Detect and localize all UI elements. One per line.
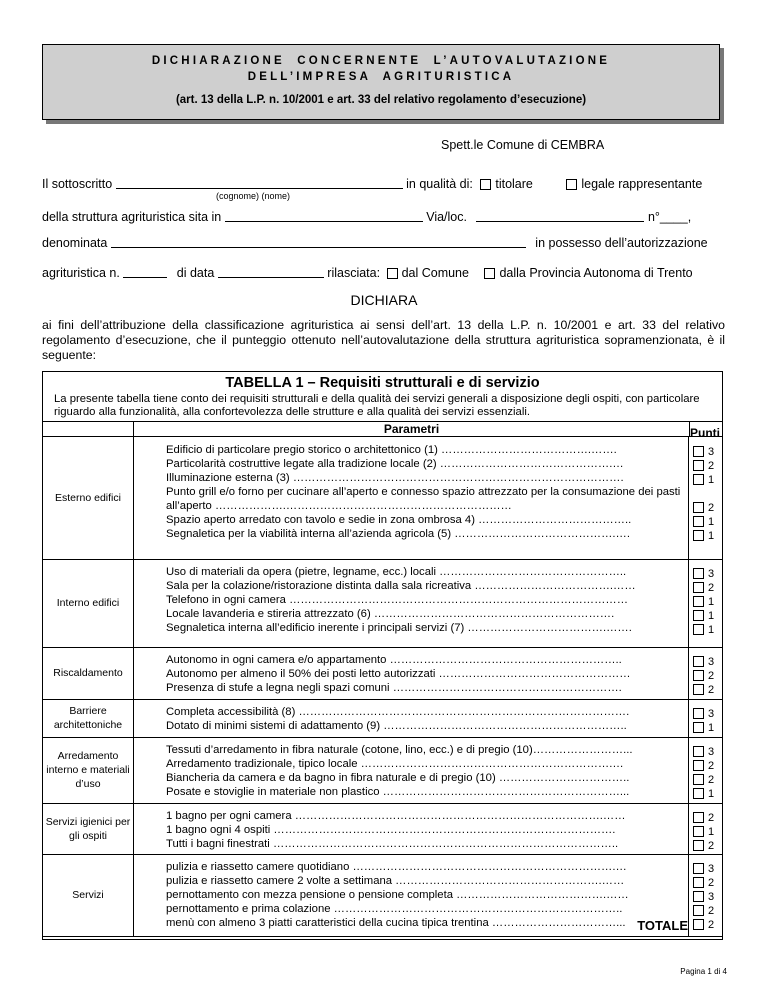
points-option <box>693 473 714 487</box>
points-value: 1 <box>708 610 715 622</box>
struttura-field[interactable] <box>225 221 423 222</box>
points-checkbox[interactable] <box>693 877 704 888</box>
points-checkbox[interactable] <box>693 624 704 635</box>
points-value: 1 <box>708 788 715 800</box>
table-row <box>43 559 722 648</box>
parameter-text: menù con almeno 3 piatti caratteristici della cucina tipica trentina ……………………………... <box>166 917 626 929</box>
points-option <box>693 655 714 669</box>
points-value: 3 <box>708 863 715 875</box>
points-value: 3 <box>708 746 715 758</box>
parameters-cell <box>133 647 689 699</box>
points-cell <box>688 737 722 803</box>
points-value: 2 <box>708 919 715 931</box>
parameter-text: pulizia e riassetto camere quotidiano …………………………………………………………….… <box>166 861 627 873</box>
table-row <box>43 699 722 738</box>
data-field[interactable] <box>218 277 324 278</box>
parameter-item <box>137 902 685 916</box>
points-value: 2 <box>708 812 715 824</box>
points-checkbox[interactable] <box>693 760 704 771</box>
provincia-label: dalla Provincia Autonoma di Trento <box>499 266 693 280</box>
parameter-text: Dotato di minimi sistemi di adattamento (9) ……………………………………………………….. <box>166 720 627 732</box>
parameter-item <box>137 681 685 695</box>
parameter-item <box>137 527 685 541</box>
parameters-cell <box>133 437 689 559</box>
points-checkbox[interactable] <box>693 670 704 681</box>
parameters-cell <box>133 737 689 803</box>
punti-header: Punti <box>690 426 720 440</box>
points-value: 1 <box>708 826 715 838</box>
name-field[interactable] <box>116 188 403 189</box>
parameter-item <box>137 823 685 837</box>
titolare-label: titolare <box>495 177 533 191</box>
points-option <box>693 515 714 529</box>
points-checkbox[interactable] <box>693 840 704 851</box>
points-option <box>693 529 714 543</box>
points-option <box>693 745 714 759</box>
sottoscritto-label: Il sottoscritto <box>42 177 113 191</box>
dichiara-heading: DICHIARA <box>350 292 418 308</box>
header-title-line2: DELL’IMPRESA AGRITURISTICA <box>247 71 515 83</box>
addressee: Spett.le Comune di CEMBRA <box>441 138 605 152</box>
parameter-item <box>137 653 685 667</box>
table-row <box>43 803 722 855</box>
table-header-row <box>43 422 722 440</box>
points-option <box>693 904 714 918</box>
points-option <box>693 876 714 890</box>
points-option <box>693 825 714 839</box>
points-checkbox[interactable] <box>693 530 704 541</box>
parameter-text: Biancheria da camera e da bagno in fibra naturale e di pregio (10) …………………………….. <box>166 772 630 784</box>
numero-field[interactable]: ____, <box>659 210 692 224</box>
name-hint: (cognome) (nome) <box>216 191 291 201</box>
parameter-text: Spazio aperto arredato con tavolo e sedie in zona ombrosa 4) ………………………………….. <box>166 514 632 526</box>
table-row <box>43 437 722 560</box>
comune-checkbox[interactable] <box>387 268 398 279</box>
points-option <box>693 759 714 773</box>
form-line-struttura <box>42 210 691 224</box>
points-value: 2 <box>708 684 715 696</box>
points-checkbox[interactable] <box>693 708 704 719</box>
via-field[interactable] <box>476 221 644 222</box>
parameter-text: Locale lavanderia e stireria attrezzato (6) ………………………………………………………. <box>166 608 615 620</box>
points-value: 1 <box>708 596 715 608</box>
parameter-item <box>137 593 685 607</box>
points-value: 2 <box>708 840 715 852</box>
points-checkbox[interactable] <box>693 774 704 785</box>
table-description: La presente tabella tiene conto dei requisiti strutturali e della qualità dei servizi generali a disposizione degli ospiti, con particolare riguardo alla funzionalità, alla confortevolezza delle strutture e alla qualità dei servizi essenziali. <box>54 393 700 418</box>
rilasciata-label: rilasciata: <box>327 266 381 280</box>
parameter-item <box>137 771 685 785</box>
points-option <box>693 595 714 609</box>
points-checkbox[interactable] <box>693 474 704 485</box>
parameter-item <box>137 457 685 471</box>
points-option <box>693 839 714 853</box>
titolare-checkbox[interactable] <box>480 179 491 190</box>
points-option <box>693 459 714 473</box>
via-label: Via/loc. <box>426 210 467 224</box>
parameter-item <box>137 837 685 851</box>
points-cell <box>688 699 722 737</box>
comune-label: dal Comune <box>401 266 469 280</box>
category-label: Esterno edifici <box>43 437 134 559</box>
points-checkbox[interactable] <box>693 460 704 471</box>
points-option <box>693 445 714 459</box>
points-value: 2 <box>708 760 715 772</box>
points-option <box>693 501 714 515</box>
points-option <box>693 890 714 904</box>
table-row <box>43 647 722 700</box>
points-value: 3 <box>708 446 715 458</box>
parameter-text: Telefono in ogni camera ……………………………………………………………………………… <box>166 594 628 606</box>
points-value: 3 <box>708 656 715 668</box>
denominata-field[interactable] <box>111 247 526 248</box>
form-line-denominata <box>42 236 708 250</box>
points-option <box>693 918 714 932</box>
form-line-sottoscritto <box>42 177 702 191</box>
parameter-text: Punto grill e/o forno per cucinare all’aperto e connesso spazio attrezzato per la consumazione dei pasti all’aperto ……………….…………………………………………………… <box>166 486 681 512</box>
parameter-item <box>137 443 685 457</box>
points-value: 2 <box>708 582 715 594</box>
points-value: 1 <box>708 624 715 636</box>
points-checkbox[interactable] <box>693 919 704 930</box>
points-checkbox[interactable] <box>693 568 704 579</box>
parameter-text: Tessuti d’arredamento in fibra naturale (cotone, lino, ecc.) e di pregio (10)……………………... <box>166 744 633 756</box>
parameter-item <box>137 705 685 719</box>
parameter-item <box>137 809 685 823</box>
points-value: 3 <box>708 891 715 903</box>
parameter-item <box>137 513 685 527</box>
points-option <box>693 683 714 697</box>
category-label: Barriere architettoniche <box>43 699 134 737</box>
parameter-item <box>137 874 685 888</box>
parameter-item <box>137 860 685 874</box>
parameter-text: Uso di materiali da opera (pietre, legname, ecc.) locali ………………………………………….. <box>166 566 627 578</box>
parameter-text: Edificio di particolare pregio storico o architettonico (1) ………………………………….……. <box>166 444 617 456</box>
points-value: 2 <box>708 460 715 472</box>
points-checkbox[interactable] <box>693 812 704 823</box>
points-checkbox[interactable] <box>693 656 704 667</box>
parameter-text: Sala per la colazione/ristorazione distinta dalla sala ricreativa ……………………………….…… <box>166 580 636 592</box>
points-option <box>693 721 714 735</box>
legale-label: legale rappresentante <box>581 177 703 191</box>
points-checkbox[interactable] <box>693 746 704 757</box>
header-subtitle: (art. 13 della L.P. n. 10/2001 e art. 33 del relativo regolamento d’esecuzione) <box>175 94 587 106</box>
possesso-label: in possesso dell’autorizzazione <box>535 236 708 250</box>
parameters-cell <box>133 699 689 737</box>
parameter-text: pernottamento con mezza pensione o pensione completa ………………………………….…… <box>166 889 629 901</box>
parameter-item <box>137 757 685 771</box>
points-option <box>693 567 714 581</box>
points-option <box>693 581 714 595</box>
points-cell <box>688 559 722 647</box>
points-checkbox[interactable] <box>693 826 704 837</box>
data-label: di data <box>176 266 215 280</box>
points-value: 2 <box>708 877 715 889</box>
parameter-text: Completa accessibilità (8) ……………………………………………………………………………. <box>166 706 630 718</box>
document-header <box>42 44 720 120</box>
category-label: Servizi igienici per gli ospiti <box>43 803 134 854</box>
parameter-text: Arredamento tradizionale, tipico locale ………………………………………………………….… <box>166 758 624 770</box>
parameter-text: Presenza di stufe a legna negli spazi comuni ……………………………………………………. <box>166 682 622 694</box>
parameter-text: 1 bagno ogni 4 ospiti ………………………………………………………………………………. <box>166 824 616 836</box>
points-checkbox[interactable] <box>693 722 704 733</box>
points-value: 2 <box>708 502 715 514</box>
parametri-header: Parametri <box>133 422 690 436</box>
table-title: TABELLA 1 – Requisiti strutturali e di servizio <box>225 375 540 391</box>
points-option <box>693 707 714 721</box>
parameter-text: pulizia e riassetto camere 2 volte a settimana ……………………………………………….…… <box>166 875 625 887</box>
points-cell <box>688 803 722 854</box>
parameter-text: Illuminazione esterna (3) ……………………………………………………………………………. <box>166 472 624 484</box>
form-line-autorizzazione <box>42 266 693 280</box>
agrituristica-label: agrituristica n. <box>42 266 120 280</box>
points-checkbox[interactable] <box>693 582 704 593</box>
legale-checkbox[interactable] <box>566 179 577 190</box>
total-label: TOTALE <box>637 918 688 933</box>
declaration-paragraph: ai fini dell’attribuzione della classificazione agrituristica ai sensi dell’art. 13 della L.P. n. 10/2001 e art. 33 del relativo regolamento d’esecuzione, che il punteggio ottenuto nell’autovalutazione della struttura agrituristica sopramenzionata, è il seguente: <box>42 318 725 362</box>
parameter-item <box>137 485 685 513</box>
points-value: 2 <box>708 670 715 682</box>
page-number: Pagina 1 di 4 <box>680 967 727 976</box>
points-checkbox[interactable] <box>693 891 704 902</box>
points-checkbox[interactable] <box>693 863 704 874</box>
points-option <box>693 811 714 825</box>
points-value: 2 <box>708 774 715 786</box>
table-row <box>43 737 722 804</box>
points-value: 1 <box>708 516 715 528</box>
parameters-cell <box>133 803 689 854</box>
parameter-item <box>137 888 685 902</box>
parameter-text: Segnaletica per la viabilità interna all’azienda agricola (5) …………………………………….…. <box>166 528 630 540</box>
category-label: Servizi <box>43 854 134 936</box>
denominata-label: denominata <box>42 236 108 250</box>
points-checkbox[interactable] <box>693 610 704 621</box>
parameter-text: Particolarità costruttive legate alla tradizione locale (2) ……………………………………….… <box>166 458 624 470</box>
points-checkbox[interactable] <box>693 446 704 457</box>
parameter-text: pernottamento e prima colazione ………………………………………………………………….. <box>166 903 623 915</box>
parameter-text: Autonomo per almeno il 50% dei posti letto autorizzati …………………………………………… <box>166 668 631 680</box>
parameter-item <box>137 565 685 579</box>
points-option <box>693 669 714 683</box>
parameters-cell <box>133 559 689 647</box>
struttura-label: della struttura agrituristica sita in <box>42 210 222 224</box>
parameter-item <box>137 667 685 681</box>
parameter-item <box>137 785 685 799</box>
in-qualita-label: in qualità di: <box>406 177 473 191</box>
points-checkbox[interactable] <box>693 788 704 799</box>
points-checkbox[interactable] <box>693 596 704 607</box>
parameter-text: Autonomo in ogni camera e/o appartamento …………………………………………………….. <box>166 654 622 666</box>
numero-label: n° <box>647 210 660 224</box>
points-value: 3 <box>708 708 715 720</box>
points-checkbox[interactable] <box>693 502 704 513</box>
points-cell <box>688 854 722 936</box>
points-value: 3 <box>708 568 715 580</box>
points-cell <box>688 647 722 699</box>
parameter-item <box>137 607 685 621</box>
requirements-table <box>42 371 723 940</box>
points-value: 1 <box>708 530 715 542</box>
header-title-line1: DICHIARAZIONE CONCERNENTE L’AUTOVALUTAZIONE <box>151 55 611 67</box>
points-option <box>693 623 714 637</box>
points-value: 1 <box>708 722 715 734</box>
points-value: 2 <box>708 905 715 917</box>
points-option <box>693 609 714 623</box>
points-option <box>693 773 714 787</box>
parameter-item <box>137 719 685 733</box>
parameter-text: Posate e stoviglie in materiale non plastico ………………………………………………………... <box>166 786 630 798</box>
parameter-item <box>137 743 685 757</box>
autorizzazione-number-field[interactable] <box>123 277 167 278</box>
parameter-item <box>137 621 685 635</box>
points-cell <box>688 437 722 559</box>
parameter-text: Segnaletica interna all’edificio inerente i principali servizi (7) ……………………………….……. <box>166 622 632 634</box>
category-label: Riscaldamento <box>43 647 134 699</box>
parameter-item <box>137 579 685 593</box>
parameter-item <box>137 471 685 485</box>
points-checkbox[interactable] <box>693 905 704 916</box>
parameter-text: 1 bagno per ogni camera ……………………………………………………………………….…… <box>166 810 626 822</box>
provincia-checkbox[interactable] <box>484 268 495 279</box>
parameter-text: Tutti i bagni finestrati ……………………………………………………………………………….. <box>166 838 619 850</box>
points-value: 1 <box>708 474 715 486</box>
points-checkbox[interactable] <box>693 684 704 695</box>
category-label: Arredamento interno e materiali d’uso <box>43 737 134 803</box>
category-label: Interno edifici <box>43 559 134 647</box>
points-option <box>693 862 714 876</box>
points-checkbox[interactable] <box>693 516 704 527</box>
points-option <box>693 787 714 801</box>
